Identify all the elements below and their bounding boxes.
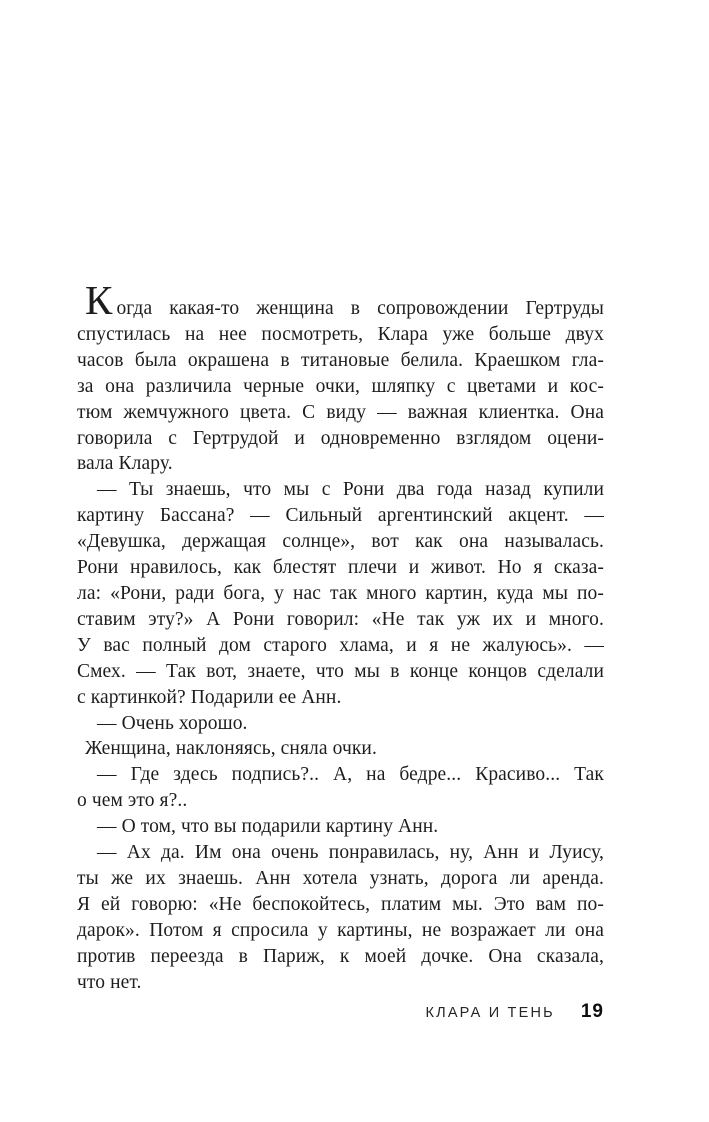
- paragraph: [77, 736, 604, 762]
- text-line: часов была окрашена в титановые белила. Краешком гла-: [77, 349, 604, 371]
- running-title: КЛАРА И ТЕНЬ: [425, 1005, 555, 1021]
- paragraph: [77, 840, 604, 995]
- paragraph: [77, 711, 604, 737]
- text-line: ты же их знаешь. Анн хотела узнать, дорога ли аренда.: [77, 867, 604, 889]
- paragraph: [77, 762, 604, 814]
- page-number: 19: [580, 1001, 604, 1022]
- text-line: — Ты знаешь, что мы с Рони два года назад купили: [97, 479, 604, 501]
- text-line: Я ей говорю: «Не беспокойтесь, платим мы. Это вам по-: [77, 893, 604, 915]
- text-line: Смех. — Так вот, знаете, что мы в конце концов сделали: [77, 660, 604, 682]
- text-line: — О том, что вы подарили картину Анн.: [97, 816, 439, 838]
- page-footer: [425, 1001, 604, 1023]
- text-line: Женщина, наклоняясь, сняла очки.: [85, 738, 377, 760]
- paragraph: [77, 477, 604, 710]
- text-line: дарок». Потом я спросила у картины, не возражает ли она: [77, 919, 604, 941]
- body-text: [77, 277, 604, 995]
- text-line: картину Бассана? — Сильный аргентинский акцент. —: [77, 505, 604, 527]
- text-line: Когда какая-то женщина в сопровождении Гертруды: [85, 277, 604, 323]
- text-line: У вас полный дом старого хлама, и я не жалуюсь». —: [77, 634, 604, 656]
- paragraph: [77, 814, 604, 840]
- text-line: «Девушка, держащая солнце», вот как она называлась.: [77, 531, 604, 553]
- text-line: — Очень хорошо.: [97, 712, 248, 734]
- text-line: — Где здесь подпись?.. А, на бедре... Красиво... Так: [97, 764, 604, 786]
- drop-cap: К: [85, 277, 113, 323]
- text-line: — Ах да. Им она очень понравилась, ну, Анн и Луису,: [97, 842, 604, 864]
- text-line: вала Клару.: [77, 453, 173, 475]
- text-line: против переезда в Париж, к моей дочке. Она сказала,: [77, 945, 604, 967]
- text-line: ла: «Рони, ради бога, у нас так много картин, куда мы по-: [77, 582, 604, 604]
- text-line: что нет.: [77, 971, 142, 993]
- text-line: тюм жемчужного цвета. С виду — важная клиентка. Она: [77, 401, 604, 423]
- text-line: Рони нравилось, как блестят плечи и живот. Но я сказа-: [77, 557, 604, 579]
- text-line: за она различила черные очки, шляпку с цветами и кос-: [77, 375, 604, 397]
- text-line: с картинкой? Подарили ее Анн.: [77, 686, 342, 708]
- text-line: о чем это я?..: [77, 790, 188, 812]
- paragraph: [77, 277, 604, 477]
- text-line: спустилась на нее посмотреть, Клара уже больше двух: [77, 323, 604, 345]
- text-line: говорила с Гертрудой и одновременно взглядом оцени-: [77, 427, 604, 449]
- text-line: ставим эту?» А Рони говорил: «Не так уж их и много.: [77, 608, 604, 630]
